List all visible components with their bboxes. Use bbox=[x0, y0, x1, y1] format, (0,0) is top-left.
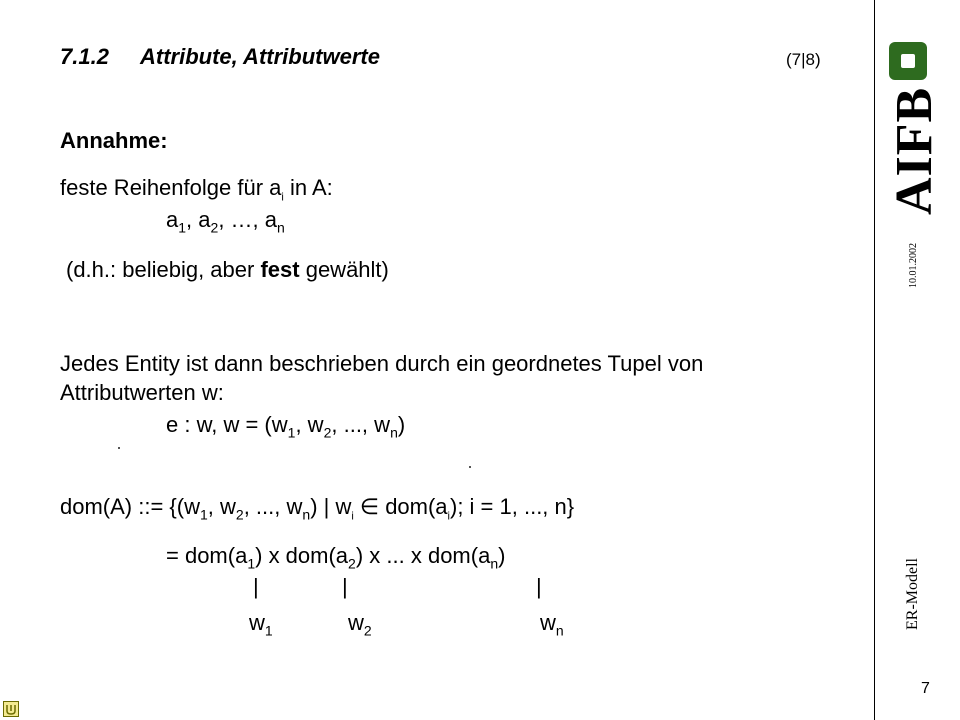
section-title: Attribute, Attributwerte bbox=[140, 44, 380, 69]
bar-2: | bbox=[342, 574, 348, 599]
dom-m1: , w bbox=[207, 494, 236, 519]
aifb-logo-mark bbox=[889, 42, 927, 80]
w-label-1 bbox=[249, 610, 273, 638]
domeq-sub-1: 1 bbox=[247, 555, 256, 572]
bar-1: | bbox=[253, 574, 259, 599]
section-number: 7.1.2 bbox=[60, 44, 109, 69]
domeq-m2: ) x ... x dom(a bbox=[355, 543, 491, 568]
entity-line-2: Attributwerten w: bbox=[60, 380, 224, 405]
w-label-n-sub: n bbox=[555, 622, 564, 639]
dom-pre: dom(A) ::= {(w bbox=[60, 494, 200, 519]
note-line bbox=[66, 257, 389, 283]
aifb-logo-text: AIFB bbox=[886, 86, 943, 215]
domeq-sub-n: n bbox=[490, 555, 499, 572]
seq-sub-n: n bbox=[277, 219, 285, 236]
seq-a: a bbox=[166, 207, 179, 232]
note-bold: fest bbox=[260, 257, 300, 282]
bar-3: | bbox=[536, 574, 542, 599]
slide-page-tag: (7|8) bbox=[786, 50, 821, 69]
section-footer: ER-Modell bbox=[904, 558, 921, 630]
slide-date: 10.01.2002 bbox=[908, 243, 919, 288]
tuple-m2: , ..., w bbox=[331, 412, 391, 437]
seq-sep-1: , a bbox=[186, 207, 211, 232]
w-label-2-sub: 2 bbox=[363, 622, 372, 639]
seq-sub-2: 2 bbox=[210, 219, 219, 236]
w-label-n-letter: w bbox=[540, 610, 556, 635]
dom-sub-i2: i bbox=[447, 510, 450, 523]
dom-m3: ) | w bbox=[310, 494, 352, 519]
domeq-m1: ) x dom(a bbox=[255, 543, 349, 568]
tuple-sub-n: n bbox=[390, 424, 398, 441]
tuple-line bbox=[166, 412, 405, 440]
seq-sep-2: , …, a bbox=[218, 207, 277, 232]
w-label-2-letter: w bbox=[348, 610, 364, 635]
stray-dot bbox=[118, 447, 120, 449]
dom-m4: dom(a bbox=[385, 494, 448, 519]
dom-sub-2: 2 bbox=[235, 506, 244, 523]
annahme-heading: Annahme: bbox=[60, 128, 168, 153]
dom-sub-1: 1 bbox=[199, 506, 208, 523]
w-label-n bbox=[540, 610, 564, 638]
dom-eq-line bbox=[166, 543, 505, 571]
note-post: gewählt) bbox=[299, 257, 389, 282]
logo-inner-square bbox=[901, 54, 915, 68]
dom-line bbox=[60, 494, 574, 522]
domeq-sub-2: 2 bbox=[348, 555, 356, 572]
dom-m2: , ..., w bbox=[243, 494, 303, 519]
order-line bbox=[60, 175, 333, 203]
note-pre: (d.h.: beliebig, aber bbox=[66, 257, 261, 282]
order-sub: i bbox=[281, 191, 284, 204]
seq-sub-1: 1 bbox=[178, 219, 187, 236]
w-label-1-sub: 1 bbox=[264, 622, 273, 639]
action-button-icon[interactable] bbox=[3, 701, 19, 717]
tuple-end: ) bbox=[397, 412, 406, 437]
stray-dot bbox=[469, 466, 471, 468]
dom-sub-n: n bbox=[302, 506, 311, 523]
tuple-sub-1: 1 bbox=[287, 424, 296, 441]
dom-sub-i: i bbox=[351, 510, 354, 523]
order-prefix: feste Reihenfolge für a bbox=[60, 175, 282, 200]
return-icon bbox=[4, 702, 18, 716]
sidebar-divider bbox=[874, 0, 875, 720]
domeq-pre: = dom(a bbox=[166, 543, 248, 568]
tuple-m1: , w bbox=[295, 412, 324, 437]
domeq-end: ) bbox=[498, 543, 506, 568]
page-number: 7 bbox=[921, 680, 930, 697]
slide-title bbox=[60, 44, 380, 70]
order-suffix: in A: bbox=[283, 175, 333, 200]
element-of-symbol: ∈ bbox=[353, 494, 386, 519]
entity-line-1: Jedes Entity ist dann beschrieben durch ein geordnetes Tupel von bbox=[60, 351, 704, 376]
tuple-pre: e : w, w = (w bbox=[166, 412, 288, 437]
w-label-1-letter: w bbox=[249, 610, 265, 635]
tuple-sub-2: 2 bbox=[323, 424, 332, 441]
sequence-line bbox=[166, 207, 285, 235]
w-label-2 bbox=[348, 610, 372, 638]
dom-end: ); i = 1, ..., n} bbox=[450, 494, 575, 519]
